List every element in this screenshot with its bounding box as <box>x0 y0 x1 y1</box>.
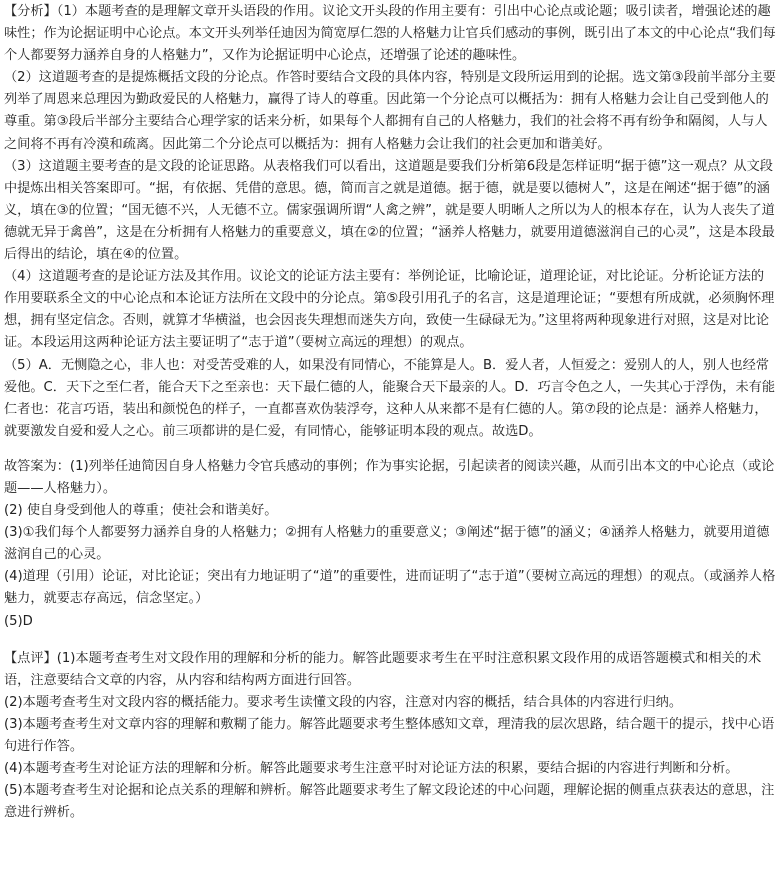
comment-paragraph-2: (2)本题考查考生对文段内容的概括能力。要求考生读懂文段的内容，注意对内容的概括，结合具体的内容进行归纳。 <box>4 694 683 710</box>
analysis-section <box>4 1 776 443</box>
section-spacer <box>4 633 776 648</box>
answer-paragraph-3: (3)①我们每个人都要努力涵养自身的人格魅力；②拥有人格魅力的重要意义；③阐述“据于德”的涵义；④涵养人格魅力，就要用道德滋润自己的心灵。 <box>4 525 770 563</box>
analysis-paragraph-5: （5）A．无恻隐之心，非人也：对受苦受难的人，如果没有同情心，不能算是人。B．爱人者，人恒爱之：爱别人的人，别人也经常爱他。C．天下之至仁者，能合天下之至亲也：天下最仁德的人，能聚合天下最亲的人。D．巧言令色之人，一失其心于浮伪，未有能仁者也：花言巧语，装出和颜悦色的样子，一直都喜欢伪装浮夸，这种人从来都不是有仁德的人。第⑦段的论点是：涵养人格魅力，就要激发自爱和爱人之心。前三项都讲的是仁爱，有同情心，能够证明本段的观点。故选D。 <box>4 357 776 439</box>
answer-paragraph-2: (2) 使自身受到他人的尊重；使社会和谐美好。 <box>4 503 278 519</box>
answer-paragraph-4: (4)道理（引用）论证，对比论证；突出有力地证明了“道”的重要性，进而证明了“志于道”（要树立高远的理想）的观点。（或涵养人格魅力，就要志存高远，信念坚定。） <box>4 569 776 607</box>
comment-paragraph-1: 【点评】(1)本题考查考生对文段作用的理解和分析的能力。解答此题要求考生在平时注意积累文段作用的成语答题模式和相关的术语，注意要结合文章的内容，从内容和结构两方面进行回答。 <box>4 650 762 688</box>
analysis-paragraph-2: （2）这道题考查的是提炼概括文段的分论点。作答时要结合文段的具体内容，特别是文段所运用到的论据。选文第③段前半部分主要列举了周恩来总理因为勤政爱民的人格魅力，赢得了诗人的尊重。因此第一个分论点可以概括为：拥有人格魅力会让自己受到他人的尊重。第③段后半部分主要结合心理学家的话来分析，如果每个人都拥有自己的人格魅力，我们的社会将不再有纷争和隔阂，人与人之间将不再有冷漠和疏离。因此第二个分论点可以概括为：拥有人格魅力会让我们的社会更加和谐美好。 <box>4 70 776 152</box>
section-spacer <box>4 443 776 456</box>
analysis-paragraph-1: 【分析】（1）本题考查的是理解文章开头语段的作用。议论文开头段的作用主要有：引出中心论点或论题；吸引读者，增强论述的趣味性；作为论据证明中心论点。本文开头列举任迪因为简宽厚仁怨的人格魅力让官兵们感动的事例，既引出了本文的中心论点“我们每个人都要努力涵养自身的人格魅力”，又作为论据证明中心论点，还增强了论述的趣味性。 <box>4 4 776 64</box>
comment-paragraph-3: (3)本题考查考生对文章内容的理解和敷糊了能力。解答此题要求考生整体感知文章，理清我的层次思路，结合题干的提示，找中心语句进行作答。 <box>4 716 775 754</box>
analysis-paragraph-3: （3）这道题主要考查的是文段的论证思路。从表格我们可以看出，这道题是要我们分析第6段是怎样证明“据于德”这一观点？从文段中提炼出相关答案即可。“据，有依据、凭借的意思。德，简而言之就是道德。据于德，就是要以德树人”，这是在阐述“据于德”的涵义，填在③的位置；“国无德不兴，人无德不立。儒家强调所谓“人禽之辨”，就是要人明晰人之所以为人的根本存在，认为人丧失了道德就无异于禽兽”，这是在分析拥有人格魅力的重要意义，填在②的位置；“涵养人格魅力，就要用道德滋润自己的心灵”，这是本段最后得出的结论，填在④的位置。 <box>4 158 775 263</box>
analysis-paragraph-4: （4）这道题考查的是论证方法及其作用。议论文的论证方法主要有：举例论证，比喻论证，道理论证，对比论证。分析论证方法的作用要联系全文的中心论点和本论证方法所在文段中的分论点。第⑤段引用孔子的名言，这是道理论证；“要想有所成就，必须胸怀理想，拥有坚定信念。否则，就算才华横溢，也会因丧失理想而迷失方向，致使一生碌碌无为。”这里将两种现象进行对照，这是对比论证。本段运用这两种论证方法主要证明了“志于道”（要树立高远的理想）的观点。 <box>4 269 775 351</box>
answer-paragraph-1: 故答案为：(1)列举任迪简因自身人格魅力令官兵感动的事例；作为事实论据，引起读者的阅读兴趣，从而引出本文的中心论点（或论题——人格魅力）。 <box>4 458 775 496</box>
comment-paragraph-5: (5)本题考查考生对论据和论点关系的理解和辨析。解答此题要求考生了解文段论述的中心问题，理解论据的侧重点获表达的意思，注意进行辨析。 <box>4 783 775 821</box>
answer-section <box>4 456 776 633</box>
answer-paragraph-5: (5)D <box>4 613 33 629</box>
comment-section <box>4 648 776 825</box>
comment-paragraph-4: (4)本题考查考生对论证方法的理解和分析。解答此题要求考生注意平时对论证方法的积累，要结合据i的内容进行判断和分析。 <box>4 761 739 777</box>
